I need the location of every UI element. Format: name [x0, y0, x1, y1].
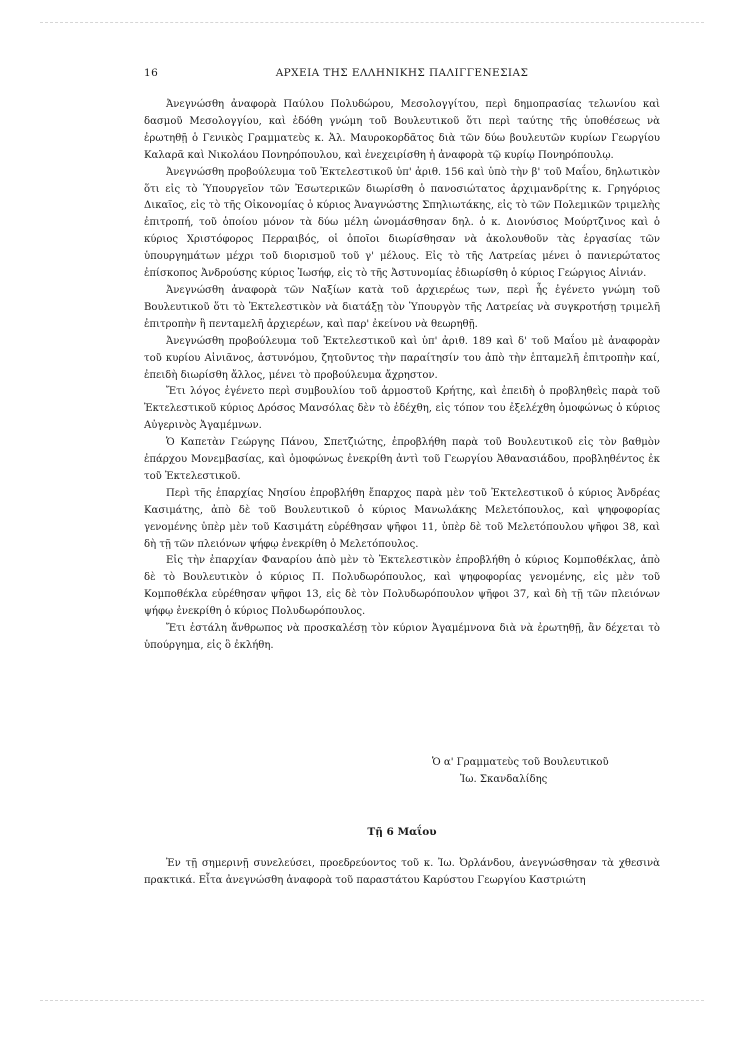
top-edge-rule: [40, 22, 704, 23]
paragraph: Ἀνεγνώσθη προβούλευμα τοῦ Ἐκτελεστικοῦ καὶ ὑπ' ἀριθ. 189 καὶ δ' τοῦ Μαΐου μὲ ἀναφορὰν τοῦ κυρίου Αἰνιᾶνος, ἀστυνόμου, ζητοῦντος τὴν παραίτησίν του ἀπὸ τὴν ἑπταμελῆ ἐπιτροπὴν καί, ἐπειδὴ διωρίσθη ἄλλος, μένει τὸ προβούλευμα ἄχρηστον.: [144, 335, 660, 381]
page-header: [144, 67, 660, 83]
paragraph: Ὁ Καπετὰν Γεώργης Πάνου, Σπετζιώτης, ἐπροβλήθη παρὰ τοῦ Βουλευτικοῦ εἰς τὸν βαθμὸν ἐπάρχου Μονεμβασίας, καὶ ὁμοφώνως ἐνεκρίθη ἀντὶ τοῦ Γεωργίου Ἀθανασιάδου, προβληθέντος ἐκ τοῦ Ἐκτελεστικοῦ.: [144, 437, 660, 482]
paragraph: Ἀνεγνώσθη ἀναφορὰ τῶν Ναξίων κατὰ τοῦ ἀρχιερέως των, περὶ ἧς ἐγένετο γνώμη τοῦ Βουλευτικοῦ ὅτι τὸ Ἐκτελεστικὸν νὰ διατάξῃ τὸν Ὑπουργὸν τῆς Λατρείας νὰ συγκροτήσῃ τριμελῆ ἐπιτροπὴν ἢ πενταμελῆ ἀρχιερέων, καὶ παρ' ἐκείνου νὰ θεωρηθῇ.: [144, 284, 660, 330]
paragraph: Ἀνεγνώσθη προβούλευμα τοῦ Ἐκτελεστικοῦ ὑπ' ἀριθ. 156 καὶ ὑπὸ τὴν β' τοῦ Μαΐου, δηλωτικὸν ὅτι εἰς τὸ Ὑπουργεῖον τῶν Ἐσωτερικῶν διωρίσθη ὁ πανοσιώτατος ἀρχιμανδρίτης κ. Γρηγόριος Δικαῖος, εἰς τὸ τῆς Οἰκονομίας ὁ κύριος Ἀναγνώστης Σπηλιωτάκης, εἰς τὸ τῶν Πολεμικῶν τριμελὴς ἐπιτροπή, τοῦ ὁποίου μόνον τὰ δύω μέλη ὠνομάσθησαν δηλ. ὁ κ. Διονύσιος Μούρτζινος καὶ ὁ κύριος Χριστόφορος Περραιβός, οἱ ὁποῖοι διωρίσθησαν νὰ ἀκολουθοῦν τὰς ἐργασίας τῶν ὑπουργημάτων μέχρι τοῦ διορισμοῦ τοῦ γ' μέλους. Εἰς τὸ τῆς Λατρείας μένει ὁ πανιερώτατος ἐπίσκοπος Ἀνδρούσης κύριος Ἰωσήφ, εἰς τὸ τῆς Ἀστυνομίας ἐδιωρίσθη ὁ κύριος Γεώργιος Αἰνιάν.: [144, 166, 660, 280]
running-title: ΑΡΧΕΙΑ ΤΗΣ ΕΛΛΗΝΙΚΗΣ ΠΑΛΙΓΓΕΝΕΣΙΑΣ: [275, 67, 529, 79]
paragraph: Περὶ τῆς ἐπαρχίας Νησίου ἐπροβλήθη ἔπαρχος παρὰ μὲν τοῦ Ἐκτελεστικοῦ ὁ κύριος Ἀνδρέας Κασιμάτης, ἀπὸ δὲ τοῦ Βουλευτικοῦ ὁ κύριος Μανωλάκης Μελετόπουλος, καὶ ψηφοφορίας γενομένης ὑπὲρ μὲν τοῦ Κασιμάτη εὑρέθησαν ψῆφοι 11, ὑπὲρ δὲ τοῦ Μελετόπουλου ψῆφοι 38, καὶ δὴ τῇ τῶν πλειόνων ψήφῳ ἐνεκρίθη ὁ Μελετόπουλος.: [144, 487, 660, 550]
page-number: 16: [144, 67, 159, 79]
paragraph: Ἐν τῇ σημερινῇ συνελεύσει, προεδρεύοντος τοῦ κ. Ἰω. Ὀρλάνδου, ἀνεγνώσθησαν τὰ χθεσινὰ πρακτικά. Εἶτα ἀνεγνώσθη ἀναφορὰ τοῦ παραστάτου Καρύστου Γεωργίου Καστριώτη: [144, 858, 660, 886]
bottom-edge-rule: [40, 1000, 704, 1001]
paragraph: Ἔτι λόγος ἐγένετο περὶ συμβουλίου τοῦ ἁρμοστοῦ Κρήτης, καὶ ἐπειδὴ ὁ προβληθεὶς παρὰ τοῦ Ἐκτελεστικοῦ κύριος Δρόσος Μανσόλας δὲν τὸ ἐδέχθη, εἰς τόπον του ἐξελέχθη ὁμοφώνως ὁ κύριος Αὐγερινὸς Ἀγαμέμνων.: [144, 386, 660, 432]
section-heading: Τῇ 6 Μαΐου: [367, 826, 437, 838]
paragraph: Ἔτι ἐστάλη ἄνθρωπος νὰ προσκαλέσῃ τὸν κύριον Ἀγαμέμνονα διὰ νὰ ἐρωτηθῇ, ἂν δέχεται τὸ ὑπούργημα, εἰς ὃ ἐκλήθη.: [144, 623, 660, 651]
signature-name: Ἰω. Σκανδαλίδης: [460, 774, 548, 785]
body-text: [144, 97, 660, 655]
section-body: [144, 855, 660, 889]
signature-block: [432, 754, 672, 788]
signature-title: Ὁ α' Γραμματεὺς τοῦ Βουλευτικοῦ: [432, 757, 609, 768]
paragraph: Εἰς τὴν ἐπαρχίαν Φαναρίου ἀπὸ μὲν τὸ Ἐκτελεστικὸν ἐπροβλήθη ὁ κύριος Κομποθέκλας, ἀπὸ δὲ τὸ Βουλευτικὸν ὁ κύριος Π. Πολυδωρόπουλος, καὶ ψηφοφορίας γενομένης, εἰς μὲν τοῦ Κομποθέκλα εὑρέθησαν ψῆφοι 13, εἰς δὲ τὸν Πολυδωρόπουλον ψῆφοι 37, καὶ δὴ τῇ τῶν πλειόνων ψήφῳ ἐνεκρίθη ὁ κύριος Πολυδωρόπουλος.: [144, 555, 660, 618]
paragraph: Ἀνεγνώσθη ἀναφορὰ Παύλου Πολυδώρου, Μεσολογγίτου, περὶ δημοπρασίας τελωνίου καὶ δασμοῦ Μεσολογγίου, καὶ ἐδόθη γνώμη τοῦ Βουλευτικοῦ ὅτι περὶ ταύτης τῆς ὑποθέσεως νὰ ἐρωτηθῇ ὁ Γενικὸς Γραμματεὺς κ. Ἀλ. Μαυροκορδᾶτος διὰ τῶν δύω βουλευτῶν κυρίων Γεωργίου Καλαρᾶ καὶ Νικολάου Πονηρόπουλου, καὶ ἐνεχειρίσθη ἡ ἀναφορὰ τῷ κυρίῳ Πονηρόπουλῳ.: [144, 99, 660, 161]
